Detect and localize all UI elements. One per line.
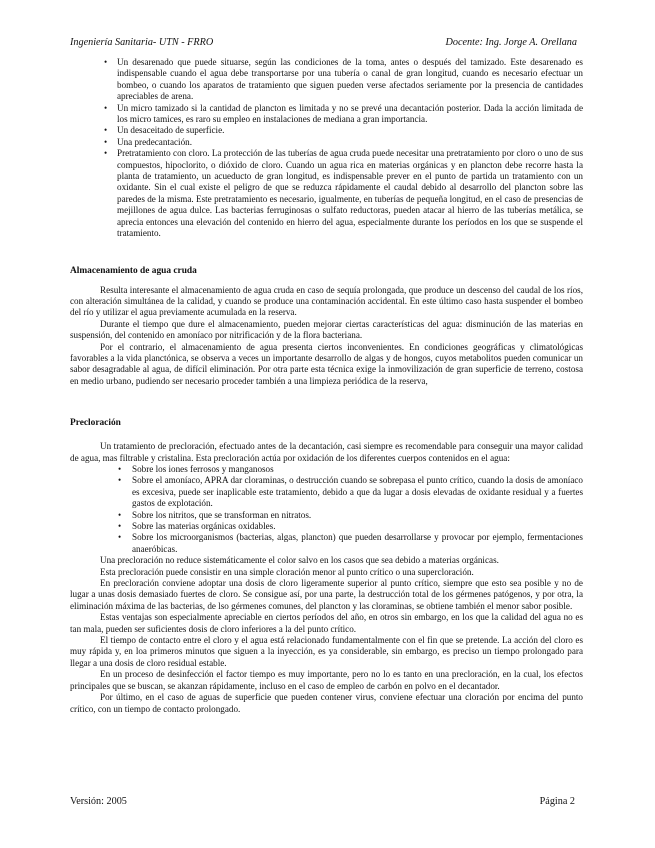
page-number: Página 2 xyxy=(539,796,575,807)
list-item: • Un desaceitado de superficie. xyxy=(70,125,583,136)
paragraph: Resulta interesante el almacenamiento de agua cruda en caso de sequía prolongada, que produce un descenso del caudal de los ríos, con alteración simultánea de la calidad, y cuando se produce una contaminación accidental. En este último caso hasta suspender el bombeo del río y utilizar el agua previamente acumulada en la reserva. xyxy=(70,284,583,318)
list-item: • Sobre los iones ferrosos y manganosos xyxy=(70,464,583,475)
header-course: Ingeniería Sanitaria- UTN - FRRO xyxy=(70,37,214,48)
list-item: • Sobre el amoníaco, APRA dar cloraminas, o destrucción cuando se sobrepasa el punto crítico, cuando la dosis de amoníaco es excesiva, puede ser inaplicable este tratamiento, debido a que da lugar a dosis elevadas de oxidante residual y a fuertes gastos de explotación. xyxy=(70,475,583,509)
list-item: • Sobre los nitritos, que se transforman en nitratos. xyxy=(70,510,583,521)
list-item: • Sobre los microorganismos (bacterias, algas, plancton) que pueden desarrollarse y provocar por ejemplo, fermentaciones anaeróbicas. xyxy=(70,532,583,555)
pretreatment-list xyxy=(70,57,583,240)
list-item: • Sobre las materias orgánicas oxidables. xyxy=(70,521,583,532)
section-heading-storage: Almacenamiento de agua cruda xyxy=(70,265,197,276)
paragraph: Por último, en el caso de aguas de superficie que pueden contener virus, conviene efectuar una cloración por encima del punto crítico, con un tiempo de contacto prolongado. xyxy=(70,692,583,714)
oxidation-list xyxy=(70,464,583,555)
footer-version: Versión: 2005 xyxy=(70,796,127,807)
list-item: • Una predecantación. xyxy=(70,137,583,148)
paragraph: El tiempo de contacto entre el cloro y el agua está relacionado fundamentalmente con el fin que se pretende. La acción del cloro es muy rápida y, en loa primeros minutos que siguen a la inyección, es ya considerable, sin embargo, es preciso un tiempo prolongado para llegar a una dosis de cloro residual estable. xyxy=(70,635,583,668)
page-body xyxy=(70,57,583,715)
paragraph: Por el contrario, el almacenamiento de agua presenta ciertos inconvenientes. En condiciones geográficas y climatológicas favorables a la vida planctónica, se observa a veces un importante desarrollo de algas y de hongos, cuyos metabolitos pueden comunicar un sabor desagradable al agua, de difícil eliminación. Por otra parte esta técnica exige la inmovilización de gran superficie de terreno, costosa en medio urbano, pudiendo ser necesario proceder también a una limpieza periódica de la reserva, xyxy=(70,341,583,386)
paragraph: Un tratamiento de precloración, efectuado antes de la decantación, casi siempre es recomendable para conseguir una mayor calidad de agua, mas filtrable y cristalina. Esta precloración actúa por oxidación de los diferentes cuerpos contenidos en el agua: xyxy=(70,441,583,463)
list-item: • Pretratamiento con cloro. La protección de las tuberías de agua cruda puede necesitar una pretratamiento por cloro o uno de sus compuestos, hipoclorito, o dióxido de cloro. Cuando un agua rica en materias orgánicas y en plancton debe recorre hasta la planta de tratamiento, un acueducto de gran longitud, es indispensable prever en el punto de partida un tratamiento con un oxidante. Sin el cual existe el peligro de que se reduzca rápidamente el caudal debido al desarrollo del plancton sobre las paredes de la misma. Este pretratamiento es necesario, igualmente, en tuberías de pequeña longitud, en el caso de presencias de mejillones de agua dulce. Las bacterias ferruginosas o sulfato reductoras, pueden atacar al hierro de las tuberías metálica, se aprecia entonces una elevación del contenido en hierro del agua, especialmente durante los períodos en los que se suspende el tratamiento. xyxy=(70,148,583,239)
list-item: • Un micro tamizado si la cantidad de plancton es limitada y no se prevé una decantación posterior. Dada la acción limitada de los micro tamices, es raro su empleo en instalaciones de mediana a gran importancia. xyxy=(70,103,583,126)
paragraph: En un proceso de desinfección el factor tiempo es muy importante, pero no lo es tanto en una precloración, en la cual, los efectos principales que se buscan, se akanzan rápidamente, incluso en el caso de empleo de carbón en polvo en el decantador. xyxy=(70,669,583,691)
paragraph: Estas ventajas son especialmente apreciable en ciertos períodos del año, en otros sin embargo, en los que la calidad del agua no es tan mala, pueden ser suficientes dosis de cloro inferiores a la del punto crítico. xyxy=(70,612,583,634)
section-heading-prechlorination: Precloración xyxy=(70,418,121,429)
list-item: • Un desarenado que puede situarse, según las condiciones de la toma, antes o después del tamizado. Este desarenado es indispensable cuando el agua debe transportarse por una tubería o canal de gran longitud, cuando es necesario efectuar un bombeo, o cuando los aparatos de tratamiento que siguen pueden verse afectados seriamente por la presencia de cantidades apreciables de arena. xyxy=(70,57,583,103)
paragraph: En precloración conviene adoptar una dosis de cloro ligeramente superior al punto crítico, siempre que esto sea posible y no de lugar a unas dosis demasiado fuertes de cloro. Se consigue así, por una parte, la destrucción total de los gérmenes patógenos, y por otra, la eliminación máxima de las bacterias, de lso gérmenes comunes, del plancton y las cloraminas, se obtiene también el menor sabor posible. xyxy=(70,578,583,611)
paragraph: Una precloración no reduce sistemáticamente el color salvo en los casos que sea debido a materias orgánicas. xyxy=(100,555,499,566)
header-teacher: Docente: Ing. Jorge A. Orellana xyxy=(445,37,577,48)
paragraph: Durante el tiempo que dure el almacenamiento, pueden mejorar ciertas características del agua: disminución de las materias en suspensión, del contenido en amoníaco por nitrificación y de la flora bacteriana. xyxy=(70,318,583,341)
paragraph: Esta precloración puede consistir en una simple cloración menor al punto crítico o una supercloración. xyxy=(100,566,474,577)
